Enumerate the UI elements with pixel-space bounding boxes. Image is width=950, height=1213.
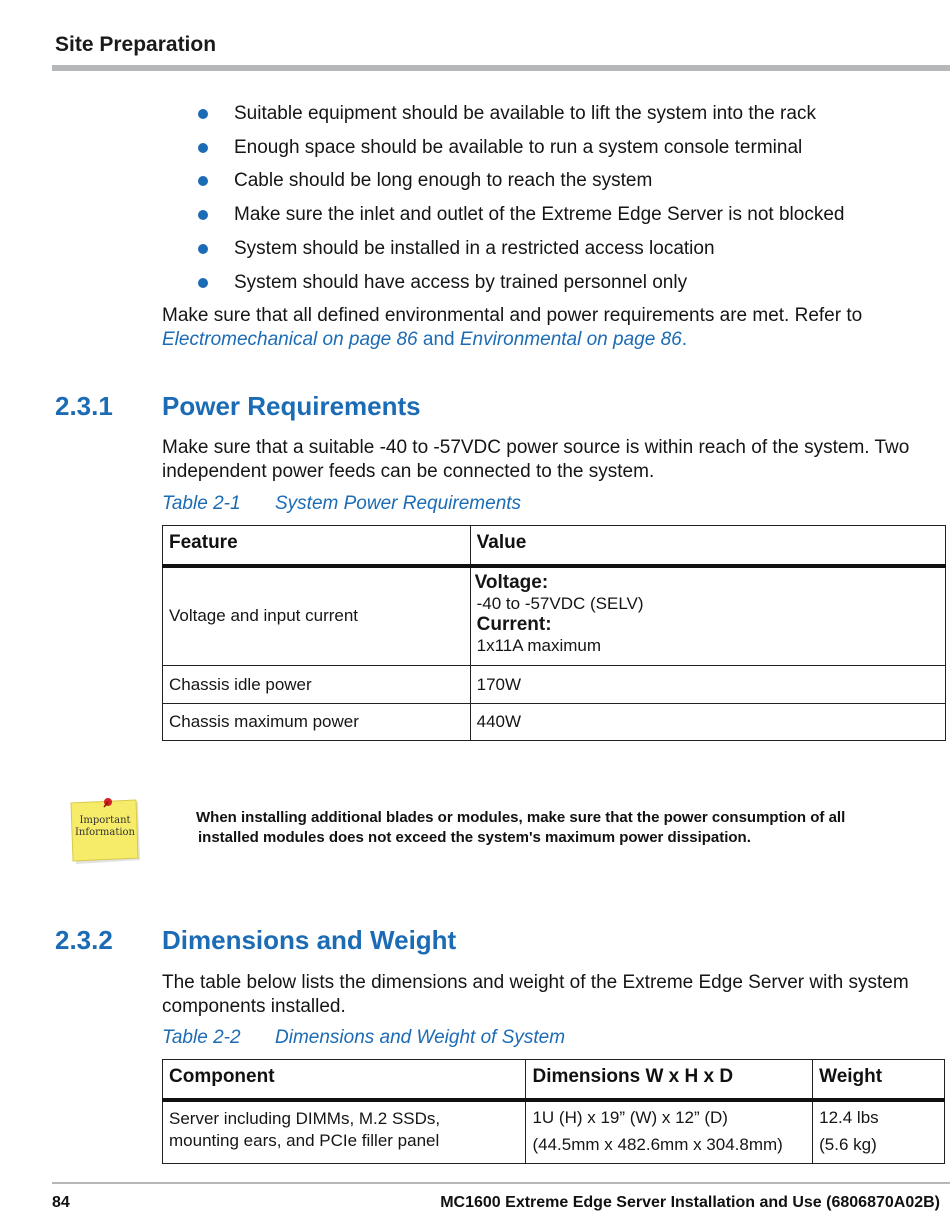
bullet-icon [198,143,208,153]
bullet-icon [198,278,208,288]
table-cell: Chassis idle power [163,666,471,704]
table-cell: 170W [470,666,945,704]
table-row [163,704,946,741]
environmental-paragraph: Make sure that all defined environmental and power requirements are met. Refer to Electromechanical on page 86 and Environmental on page 86. [162,305,863,350]
bullet-icon [198,109,208,119]
table-cell: Server including DIMMs, M.2 SSDs, mounting ears, and PCIe filler panel [163,1100,526,1164]
table-cell: 440W [470,704,945,741]
dimensions-paragraph: The table below lists the dimensions and weight of the Extreme Edge Server with system components installed. [162,972,909,1017]
section-number: 2.3.1 [55,391,113,421]
environmental-link[interactable]: Environmental on page 86 [459,329,682,350]
column-header: Feature [163,526,471,566]
table-row [163,666,946,704]
table-row [163,1100,945,1164]
table-cell: 12.4 lbs (5.6 kg) [813,1100,945,1164]
column-header: Dimensions W x H x D [526,1060,813,1100]
section-title: Dimensions and Weight [162,925,457,955]
table-header-row [163,526,946,566]
list-item: System should be installed in a restricted access location [196,232,844,266]
table-row [163,566,946,666]
table-caption: Table 2-2 Dimensions and Weight of System [162,1027,566,1048]
table-cell: Chassis maximum power [163,704,471,741]
column-header: Value [470,526,945,566]
bullet-icon [198,176,208,186]
important-information-icon [68,798,142,868]
list-item: Cable should be long enough to reach the system [196,165,844,199]
section-title: Power Requirements [162,391,421,421]
bullet-icon [198,244,208,254]
power-paragraph: Make sure that a suitable -40 to -57VDC power source is within reach of the system. Two independent power feeds can be connected to the system. [162,437,910,482]
column-header: Component [163,1060,526,1100]
svg-text:Important: Important [79,815,131,826]
table-header-row [163,1060,945,1100]
section-number: 2.3.2 [55,925,113,955]
dimensions-weight-table [162,1059,945,1164]
requirements-bullet-list [196,97,844,300]
table-cell: 1U (H) x 19” (W) x 12” (D) (44.5mm x 482.6mm x 304.8mm) [526,1100,813,1164]
footer-divider [52,1182,950,1184]
table-caption: Table 2-1 System Power Requirements [162,493,522,514]
table-cell: Voltage: -40 to -57VDC (SELV) Current: 1x11A maximum [470,566,945,666]
important-note-text: When installing additional blades or modules, make sure that the power consumption of all installed modules does not exceed the system's maximum power dissipation. [196,809,846,846]
svg-text:Information: Information [74,827,136,838]
column-header: Weight [813,1060,945,1100]
list-item: Make sure the inlet and outlet of the Extreme Edge Server is not blocked [196,198,844,232]
page-header-title: Site Preparation [55,33,217,56]
document-title: MC1600 Extreme Edge Server Installation and Use (6806870A02B) [440,1194,940,1211]
list-item: Suitable equipment should be available to lift the system into the rack [196,97,844,131]
list-item: Enough space should be available to run a system console terminal [196,131,844,165]
header-divider [52,65,950,71]
table-cell: Voltage and input current [163,566,471,666]
list-item: System should have access by trained personnel only [196,266,844,300]
electromechanical-link[interactable]: Electromechanical on page 86 [162,329,418,350]
bullet-icon [198,210,208,220]
page-number: 84 [52,1194,70,1211]
power-requirements-table [162,525,946,741]
